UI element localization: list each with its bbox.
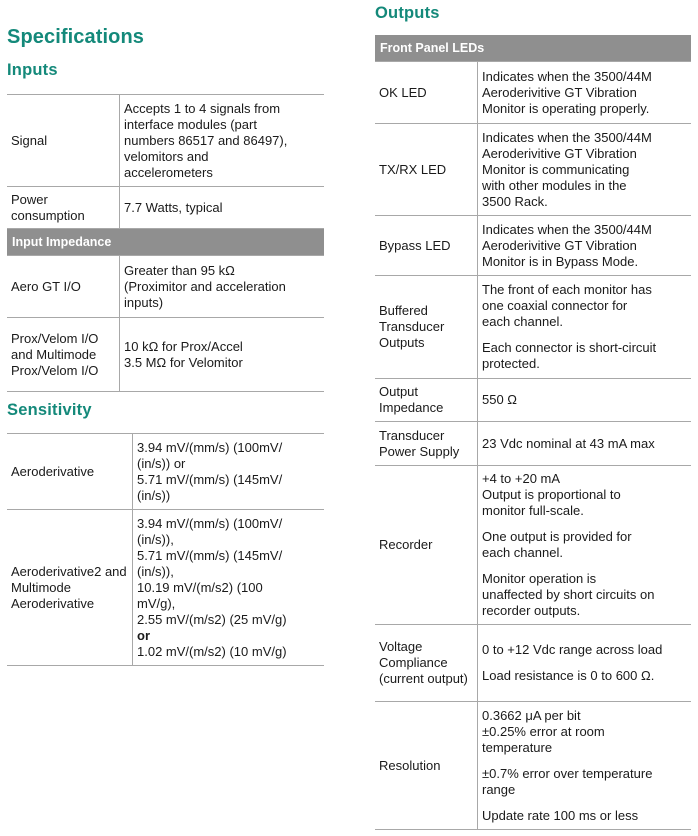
value-line: recorder outputs. bbox=[482, 603, 581, 618]
outputs-heading: Outputs bbox=[375, 4, 440, 22]
value-line: temperature bbox=[482, 739, 553, 755]
row-label: Aeroderivative2 and Multimode Aeroderivative bbox=[7, 510, 133, 665]
value-line: 3.5 MΩ for Velomitor bbox=[124, 354, 243, 370]
value-line: 5.71 mV/(mm/s) (145mV/ bbox=[137, 471, 283, 487]
front-panel-leds-bar: Front Panel LEDs bbox=[375, 35, 691, 62]
value-line: 10.19 mV/(m/s2) (100 bbox=[137, 579, 263, 595]
value-line: Indicates when the 3500/44M bbox=[482, 68, 652, 84]
row-label: Prox/Velom I/O and Multimode Prox/Velom I/O bbox=[7, 318, 120, 391]
value-line: each channel. bbox=[482, 314, 563, 329]
table-row bbox=[375, 216, 691, 276]
row-value bbox=[120, 95, 324, 186]
value-line: Load resistance is 0 to 600 Ω. bbox=[482, 668, 655, 683]
value-line: (Proximitor and acceleration bbox=[124, 278, 286, 294]
value-line: Monitor is in Bypass Mode. bbox=[482, 253, 639, 269]
value-line: One output is provided for bbox=[482, 529, 632, 544]
value-line: Each connector is short-circuit bbox=[482, 340, 657, 355]
value-line: one coaxial connector for bbox=[482, 298, 628, 313]
row-value bbox=[478, 62, 691, 123]
row-value bbox=[478, 379, 691, 421]
row-value bbox=[478, 216, 691, 275]
row-label: Transducer Power Supply bbox=[375, 422, 478, 465]
table-row bbox=[375, 62, 691, 124]
value-line: Output is proportional to bbox=[482, 487, 621, 502]
row-value bbox=[133, 434, 324, 509]
row-label: OK LED bbox=[375, 62, 478, 123]
row-label: Resolution bbox=[375, 702, 478, 829]
row-value bbox=[120, 256, 324, 317]
sensitivity-table bbox=[7, 433, 324, 666]
value-line: Monitor operation is bbox=[482, 571, 597, 586]
table-row bbox=[7, 434, 324, 510]
value-line: ±0.25% error at room bbox=[482, 723, 605, 739]
value-line: 10 kΩ for Prox/Accel bbox=[124, 338, 243, 354]
value-line: Aeroderivitive GT Vibration bbox=[482, 145, 637, 161]
value-line: Accepts 1 to 4 signals from bbox=[124, 100, 281, 116]
row-value bbox=[478, 702, 691, 829]
row-value bbox=[478, 625, 691, 701]
row-value bbox=[478, 276, 691, 378]
value-line: Aeroderivitive GT Vibration bbox=[482, 84, 637, 100]
value-line: monitor full-scale. bbox=[482, 503, 584, 518]
value-line: (in/s)), bbox=[137, 563, 174, 579]
value-line: 5.71 mV/(mm/s) (145mV/ bbox=[137, 547, 283, 563]
sensitivity-heading: Sensitivity bbox=[7, 401, 92, 419]
value-line: +4 to +20 mA bbox=[482, 471, 561, 486]
row-label: Voltage Compliance (current output) bbox=[375, 625, 478, 701]
table-row bbox=[375, 124, 691, 216]
value-line: with other modules in the bbox=[482, 177, 627, 193]
value-line: ±0.7% error over temperature bbox=[482, 765, 653, 781]
value-line: 3500 Rack. bbox=[482, 193, 548, 209]
value-line: inputs) bbox=[124, 294, 164, 310]
value-line: Update rate 100 ms or less bbox=[482, 807, 639, 823]
row-label: Bypass LED bbox=[375, 216, 478, 275]
value-line: (in/s)) bbox=[137, 487, 171, 503]
inputs-table bbox=[7, 94, 324, 392]
value-line: Indicates when the 3500/44M bbox=[482, 129, 652, 145]
table-row bbox=[7, 95, 324, 187]
value-line: Aeroderivitive GT Vibration bbox=[482, 237, 637, 253]
table-row bbox=[7, 318, 324, 392]
page-title: Specifications bbox=[7, 26, 144, 48]
row-label: Buffered Transducer Outputs bbox=[375, 276, 478, 378]
table-row bbox=[7, 256, 324, 318]
value-line: 23 Vdc nominal at 43 mA max bbox=[482, 435, 655, 451]
row-label: Recorder bbox=[375, 466, 478, 624]
value-line: velomitors and bbox=[124, 148, 209, 164]
table-row bbox=[375, 466, 691, 625]
or-word: or bbox=[137, 627, 150, 643]
value-line: range bbox=[482, 781, 516, 797]
value-line: 7.7 Watts, typical bbox=[124, 199, 223, 215]
table-row bbox=[375, 702, 691, 830]
value-line: accelerometers bbox=[124, 164, 213, 180]
row-value bbox=[120, 318, 324, 391]
value-line: Greater than 95 kΩ bbox=[124, 262, 235, 278]
value-line: Indicates when the 3500/44M bbox=[482, 221, 652, 237]
value-line: mV/g), bbox=[137, 595, 176, 611]
row-value bbox=[478, 422, 691, 465]
value-line: unaffected by short circuits on bbox=[482, 587, 655, 602]
value-line: 2.55 mV/(m/s2) (25 mV/g) bbox=[137, 611, 287, 627]
value-line: The front of each monitor has bbox=[482, 282, 652, 297]
value-line: 3.94 mV/(mm/s) (100mV/ bbox=[137, 515, 283, 531]
value-line: protected. bbox=[482, 356, 540, 371]
row-value bbox=[478, 124, 691, 215]
value-line: Monitor is operating properly. bbox=[482, 100, 650, 116]
inputs-heading: Inputs bbox=[7, 61, 58, 79]
row-label: Power consumption bbox=[7, 187, 120, 228]
value-line: 550 Ω bbox=[482, 392, 518, 407]
value-line: Monitor is communicating bbox=[482, 161, 630, 177]
row-label: Signal bbox=[7, 95, 120, 186]
value-line: numbers 86517 and 86497), bbox=[124, 132, 288, 148]
table-row bbox=[7, 187, 324, 229]
row-value bbox=[478, 466, 691, 624]
table-row bbox=[375, 625, 691, 702]
value-line: interface modules (part bbox=[124, 116, 257, 132]
table-row bbox=[375, 422, 691, 466]
table-row bbox=[7, 510, 324, 666]
row-label: Output Impedance bbox=[375, 379, 478, 421]
value-line: 1.02 mV/(m/s2) (10 mV/g) bbox=[137, 643, 287, 659]
input-impedance-bar: Input Impedance bbox=[7, 229, 324, 256]
row-value bbox=[133, 510, 324, 665]
value-line: 0 to +12 Vdc range across load bbox=[482, 642, 663, 657]
value-line: 3.94 mV/(mm/s) (100mV/ bbox=[137, 439, 283, 455]
table-row bbox=[375, 379, 691, 422]
outputs-table bbox=[375, 35, 691, 830]
value-line: each channel. bbox=[482, 545, 563, 560]
table-row bbox=[375, 276, 691, 379]
row-value bbox=[120, 187, 324, 228]
row-label: TX/RX LED bbox=[375, 124, 478, 215]
row-label: Aeroderivative bbox=[7, 434, 133, 509]
value-line: (in/s)), bbox=[137, 531, 174, 547]
row-label: Aero GT I/O bbox=[7, 256, 120, 317]
value-line: (in/s)) or bbox=[137, 455, 186, 471]
value-line: 0.3662 μA per bit bbox=[482, 707, 581, 723]
